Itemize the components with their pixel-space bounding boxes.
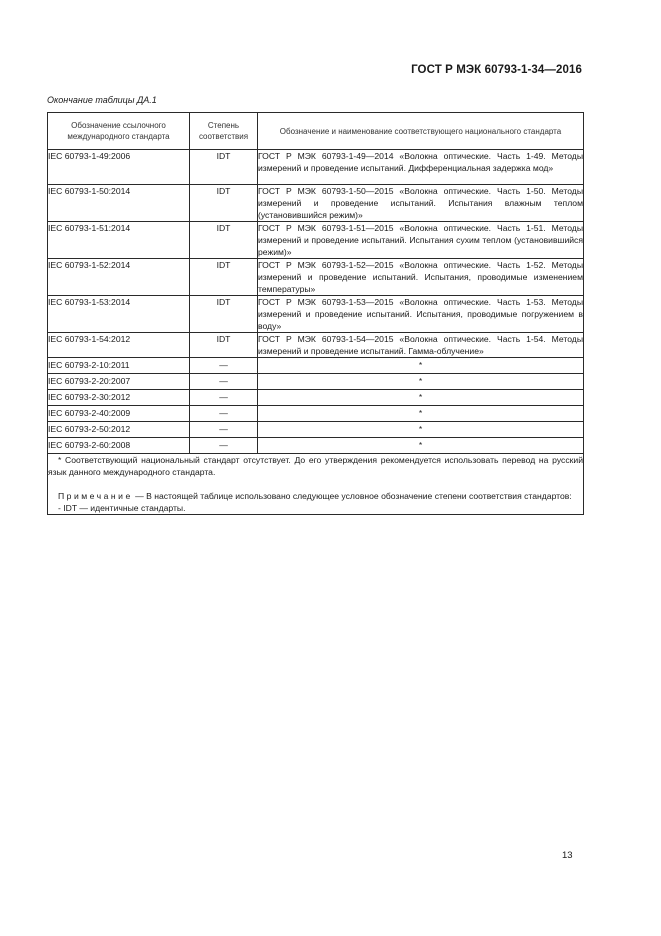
table-row — [48, 259, 584, 296]
note-text: — В настоящей таблице использовано следующее условное обозначение степени соответствия стандартов: — [132, 491, 572, 501]
table-row — [48, 438, 584, 454]
table-row — [48, 222, 584, 259]
table-row — [48, 296, 584, 333]
national-cell: * — [258, 374, 584, 390]
national-cell: * — [258, 406, 584, 422]
national-cell: ГОСТ Р МЭК 60793-1-52—2015 «Волокна оптические. Часть 1-52. Методы измерений и проведение испытаний. Испытания, проводимые изменением температуры» — [258, 260, 583, 294]
ref-cell: IEC 60793-2-40:2009 — [48, 406, 190, 422]
notes-cell — [48, 454, 584, 515]
table-row — [48, 390, 584, 406]
degree-cell: — — [190, 422, 258, 438]
degree-cell: IDT — [190, 259, 258, 296]
ref-cell: IEC 60793-2-20:2007 — [48, 374, 190, 390]
national-cell: * — [258, 358, 584, 374]
ref-cell: IEC 60793-2-50:2012 — [48, 422, 190, 438]
table-row — [48, 406, 584, 422]
ref-cell: IEC 60793-1-53:2014 — [48, 296, 190, 333]
degree-cell: IDT — [190, 296, 258, 333]
ref-cell: IEC 60793-2-60:2008 — [48, 438, 190, 454]
degree-cell: IDT — [190, 185, 258, 222]
table-caption: Окончание таблицы ДА.1 — [47, 95, 157, 105]
degree-cell: IDT — [190, 222, 258, 259]
ref-cell: IEC 60793-2-30:2012 — [48, 390, 190, 406]
national-cell: ГОСТ Р МЭК 60793-1-54—2015 «Волокна оптические. Часть 1-54. Методы измерений и проведение испытаний. Гамма-облучение» — [258, 334, 583, 356]
table-row — [48, 185, 584, 222]
degree-cell: IDT — [190, 333, 258, 358]
national-cell: * — [258, 422, 584, 438]
column-header-ref: Обозначение ссылочного международного стандарта — [48, 113, 190, 150]
ref-cell: IEC 60793-2-10:2011 — [48, 358, 190, 374]
table-row — [48, 358, 584, 374]
notes-row — [48, 454, 584, 515]
degree-cell: — — [190, 374, 258, 390]
column-header-degree: Степень соответствия — [190, 113, 258, 150]
table-row — [48, 422, 584, 438]
page-number: 13 — [562, 850, 573, 861]
ref-cell: IEC 60793-1-52:2014 — [48, 259, 190, 296]
national-cell: * — [258, 438, 584, 454]
national-cell: ГОСТ Р МЭК 60793-1-50—2015 «Волокна оптические. Часть 1-50. Методы измерений и проведение испытаний. Испытания влажным теплом (установившийся режим)» — [258, 186, 583, 220]
note-item: - IDT — идентичные стандарты. — [58, 503, 186, 513]
ref-cell: IEC 60793-1-54:2012 — [48, 333, 190, 358]
reference-table — [47, 112, 584, 515]
note-label: Примечание — [58, 491, 133, 501]
footnote: * Соответствующий национальный стандарт отсутствует. До его утверждения рекомендуется использовать перевод на русский язык данного международного стандарта. — [48, 455, 583, 477]
note — [48, 490, 583, 502]
table-row — [48, 333, 584, 358]
table-header-row — [48, 113, 584, 150]
national-cell: * — [258, 390, 584, 406]
table-row — [48, 374, 584, 390]
degree-cell: — — [190, 406, 258, 422]
ref-cell: IEC 60793-1-49:2006 — [48, 150, 190, 185]
ref-cell: IEC 60793-1-51:2014 — [48, 222, 190, 259]
document-header: ГОСТ Р МЭК 60793-1-34—2016 — [411, 64, 582, 76]
degree-cell: — — [190, 358, 258, 374]
ref-cell: IEC 60793-1-50:2014 — [48, 185, 190, 222]
column-header-national: Обозначение и наименование соответствующего национального стандарта — [258, 113, 584, 150]
national-cell: ГОСТ Р МЭК 60793-1-51—2015 «Волокна оптические. Часть 1-51. Методы измерений и проведение испытаний. Испытания сухим теплом (установившийся режим)» — [258, 223, 583, 257]
table-row — [48, 150, 584, 185]
degree-cell: — — [190, 438, 258, 454]
national-cell: ГОСТ Р МЭК 60793-1-49—2014 «Волокна оптические. Часть 1-49. Методы измерений и проведение испытаний. Дифференциальная задержка мод» — [258, 150, 584, 185]
national-cell: ГОСТ Р МЭК 60793-1-53—2015 «Волокна оптические. Часть 1-53. Методы измерений и проведение испытаний. Испытания, проводимые погружением в воду» — [258, 297, 583, 331]
degree-cell: — — [190, 390, 258, 406]
degree-cell: IDT — [190, 150, 258, 185]
